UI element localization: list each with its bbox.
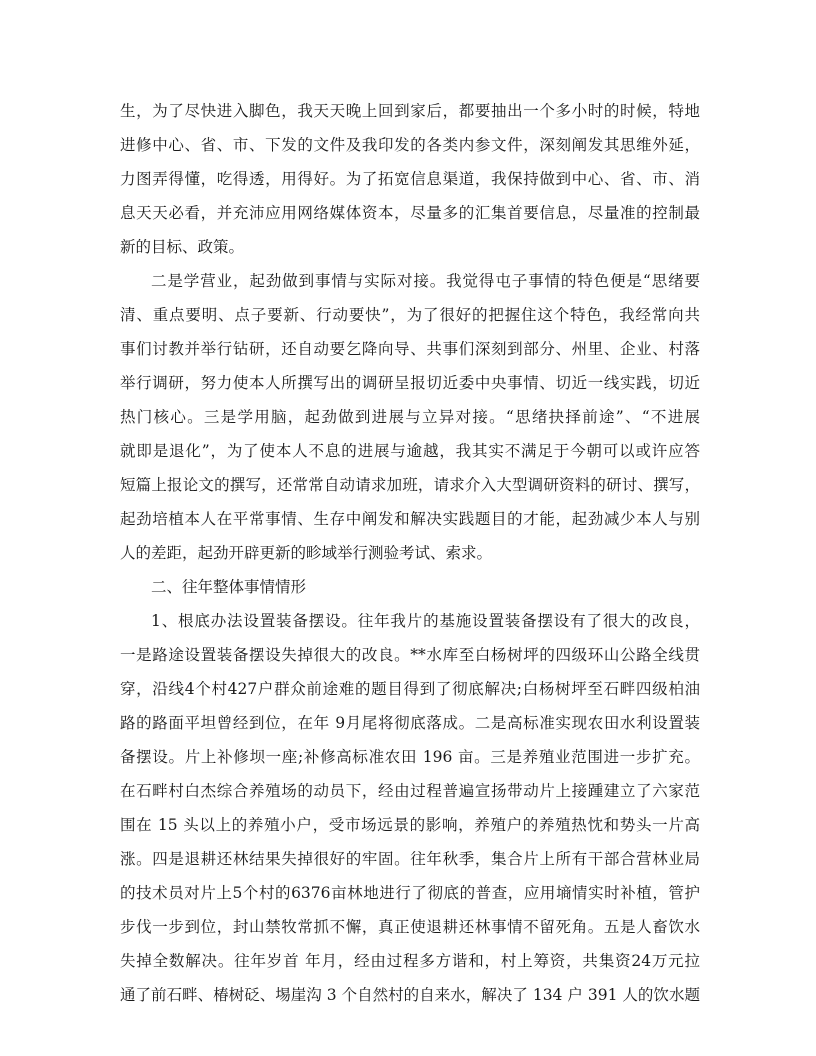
text-line: 事们讨教并举行钻研，还自动要乞降向导、共事们深刻到部分、州里、企业、村落: [120, 340, 700, 358]
text-line: 涨。四是退耕还林结果失掉很好的牢固。往年秋季，集合片上所有干部合营林业局: [120, 850, 700, 868]
text-line: 短篇上报论文的撰写，还常常自动请求加班，请求介入大型调研资料的研讨、撰写，: [120, 476, 700, 494]
text-line: 清、重点要明、点子要新、行动要快”，为了很好的把握住这个特色，我经常向共: [120, 306, 700, 324]
text-line: 1、根底办法设置装备摆设。往年我片的基施设置装备摆设有了很大的改良，: [151, 612, 700, 630]
text-line: 就即是退化”，为了使本人不息的进展与逾越，我其实不满足于今朝可以或许应答: [120, 442, 700, 460]
body-text: [120, 94, 700, 1012]
text-line: 人的差距，起劲开辟更新的畛域举行测验考试、索求。: [120, 544, 493, 562]
text-line: 失掉全数解决。往年岁首 年月，经由过程多方谐和，村上筹资，共集资24万元拉: [120, 952, 700, 970]
text-line: 通了前石畔、椿树砭、埸崖沟 3 个自然村的自来水，解决了 134 户 391 人的饮水题: [120, 986, 700, 1004]
text-line: 的技术员对片上5个村的6376亩林地进行了彻底的普查，应用墒情实时补植，管护: [120, 884, 700, 902]
text-line: 备摆设。片上补修坝一座;补修高标准农田 196 亩。三是养殖业范围进一步扩充。: [120, 748, 700, 766]
text-line: 热门核心。三是学用脑，起劲做到进展与立异对接。“思绪抉择前途”、“不进展: [120, 408, 700, 426]
text-line: 穿，沿线4个村427户群众前途难的题目得到了彻底解决;白杨树坪至石畔四级柏油: [120, 680, 700, 698]
text-line: 新的目标、政策。: [120, 238, 245, 256]
text-line: 起劲培植本人在平常事情、生存中阐发和解决实践题目的才能，起劲减少本人与别: [120, 510, 700, 528]
text-line: 力图弄得懂，吃得透，用得好。为了拓宽信息渠道，我保持做到中心、省、市、消: [120, 170, 700, 188]
text-line: 二、往年整体事情情形: [151, 578, 307, 596]
text-line: 二是学营业，起劲做到事情与实际对接。我觉得屯子事情的特色便是“思绪要: [151, 272, 700, 290]
text-line: 步伐一步到位，封山禁牧常抓不懈，真正使退耕还林事情不留死角。五是人畜饮水: [120, 918, 700, 936]
text-line: 生，为了尽快进入脚色，我天天晚上回到家后，都要抽出一个多小时的时候，特地: [120, 102, 700, 120]
text-line: 路的路面平坦曾经到位，在年 9月尾将彻底落成。二是高标准实现农田水利设置装: [120, 714, 700, 732]
text-line: 举行调研，努力使本人所撰写出的调研呈报切近委中央事情、切近一线实践，切近: [120, 374, 700, 392]
text-line: 一是路途设置装备摆设失掉很大的改良。**水库至白杨树坪的四级环山公路全线贯: [120, 646, 700, 664]
text-line: 进修中心、省、市、下发的文件及我印发的各类内参文件，深刻阐发其思维外延，: [120, 136, 700, 154]
text-line: 息天天必看，并充沛应用网络媒体资本，尽量多的汇集首要信息，尽量准的控制最: [120, 204, 700, 222]
text-line: 围在 15 头以上的养殖小户，受市场远景的影响，养殖户的养殖热忱和势头一片高: [120, 816, 700, 834]
text-line: 在石畔村白杰综合养殖场的动员下，经由过程普遍宣扬带动片上接踵建立了六家范: [120, 782, 700, 800]
